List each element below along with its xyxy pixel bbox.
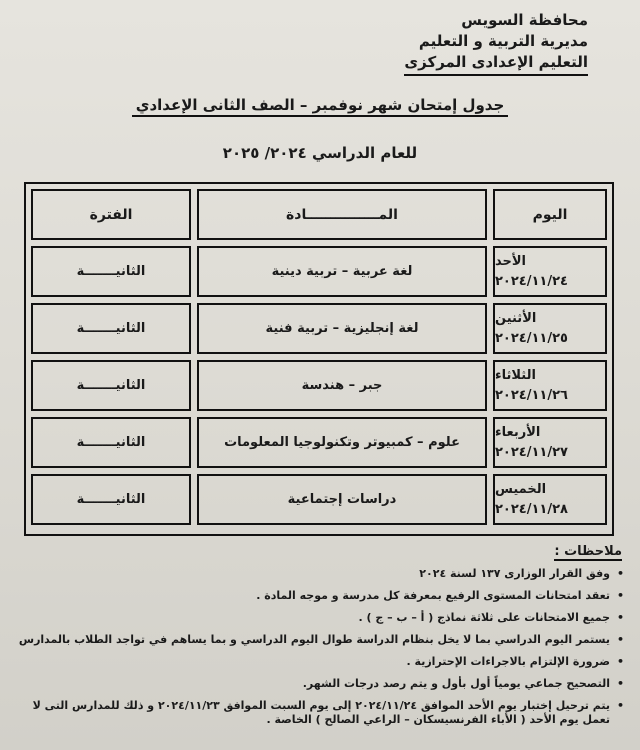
directorate-name: مديرية التربية و التعليم: [418, 32, 588, 50]
day-date: ٢٠٢٤/١١/٢٥: [495, 330, 568, 346]
bullet-icon: •: [616, 677, 624, 690]
row-period: الثانيـــــــة: [31, 246, 191, 297]
row-day-cell: [493, 474, 607, 525]
note-text: تعقد امتحانات المستوى الرفيع بمعرفة كل مدرسة و موجه المادة .: [256, 589, 610, 602]
day-name: الثلاثاء: [495, 367, 536, 383]
row-subject: علوم – كمبيوتر وتكنولوجيا المعلومات: [197, 417, 487, 468]
row-period: الثانيـــــــة: [31, 474, 191, 525]
note-text: وفق القرار الوزارى ١٣٧ لسنة ٢٠٢٤: [419, 567, 610, 580]
day-name: الأثنين: [495, 310, 537, 326]
row-period: الثانيـــــــة: [31, 417, 191, 468]
header-subject: المـــــــــــــــادة: [197, 189, 487, 240]
note-item: [12, 589, 626, 603]
notes-section: [12, 540, 626, 735]
page-title: جدول إمتحان شهر نوفمبر – الصف الثانى الإعدادي: [132, 96, 509, 117]
day-name: الخميس: [495, 481, 547, 497]
department-name: التعليم الإعدادى المركزى: [404, 52, 588, 76]
row-subject: جبر – هندسة: [197, 360, 487, 411]
row-subject: لغة عربية – تربية دينية: [197, 246, 487, 297]
notes-title: ملاحظات :: [554, 544, 622, 559]
bullet-icon: •: [616, 589, 624, 602]
note-text: يتم ترحيل إختبار يوم الأحد الموافق ٢٠٢٤/١١/٢٤ إلى يوم السبت الموافق ٢٠٢٤/١١/٢٣ و ذلك للمدارس التى لا تعمل يوم الأحد ( الأباء الفرنسيسكان – الراعي الصالح ) الخاصة .: [32, 699, 610, 726]
note-text: ضرورة الإلتزام بالاجراءات الإحترازية .: [406, 655, 610, 668]
day-date: ٢٠٢٤/١١/٢٤: [495, 273, 568, 289]
bullet-icon: •: [616, 567, 624, 580]
header-period: الفترة: [31, 189, 191, 240]
note-item: [12, 655, 626, 669]
governorate-name: محافظة السويس: [461, 11, 588, 29]
row-day-cell: [493, 360, 607, 411]
note-text: التصحيح جماعي يومياً أول بأول و يتم رصد درجات الشهر.: [302, 677, 610, 690]
day-date: ٢٠٢٤/١١/٢٧: [495, 444, 568, 460]
day-date: ٢٠٢٤/١١/٢٦: [495, 387, 568, 403]
note-item: [12, 633, 626, 647]
academic-year: للعام الدراسي ٢٠٢٤/ ٢٠٢٥: [222, 144, 418, 162]
note-item: [12, 677, 626, 691]
note-item: [12, 567, 626, 581]
row-period: الثانيـــــــة: [31, 360, 191, 411]
page-title-wrap: [0, 96, 640, 114]
day-name: الأحد: [495, 253, 527, 269]
header-block: [404, 10, 588, 76]
bullet-icon: •: [616, 633, 624, 646]
row-subject: دراسات إجتماعية: [197, 474, 487, 525]
row-day-cell: [493, 303, 607, 354]
note-item: [12, 611, 626, 625]
row-period: الثانيـــــــة: [31, 303, 191, 354]
day-name: الأربعاء: [495, 424, 541, 440]
notes-list: [12, 567, 626, 727]
row-day-cell: [493, 417, 607, 468]
day-date: ٢٠٢٤/١١/٢٨: [495, 501, 568, 517]
note-item: [12, 699, 626, 727]
note-text: جميع الامتحانات على ثلاثة نماذج ( أ – ب – ج ) .: [358, 611, 610, 624]
row-subject: لغة إنجليزية – تربية فنية: [197, 303, 487, 354]
note-text: يستمر اليوم الدراسي بما لا يخل بنظام الدراسة طوال اليوم الدراسي و بما يساهم في تواجد الطلاب بالمدارس: [18, 633, 610, 646]
schedule-table: [24, 182, 614, 536]
row-day-cell: [493, 246, 607, 297]
bullet-icon: •: [616, 699, 624, 712]
header-day: اليوم: [493, 189, 607, 240]
bullet-icon: •: [616, 655, 624, 668]
bullet-icon: •: [616, 611, 624, 624]
schedule-grid: [31, 189, 607, 529]
